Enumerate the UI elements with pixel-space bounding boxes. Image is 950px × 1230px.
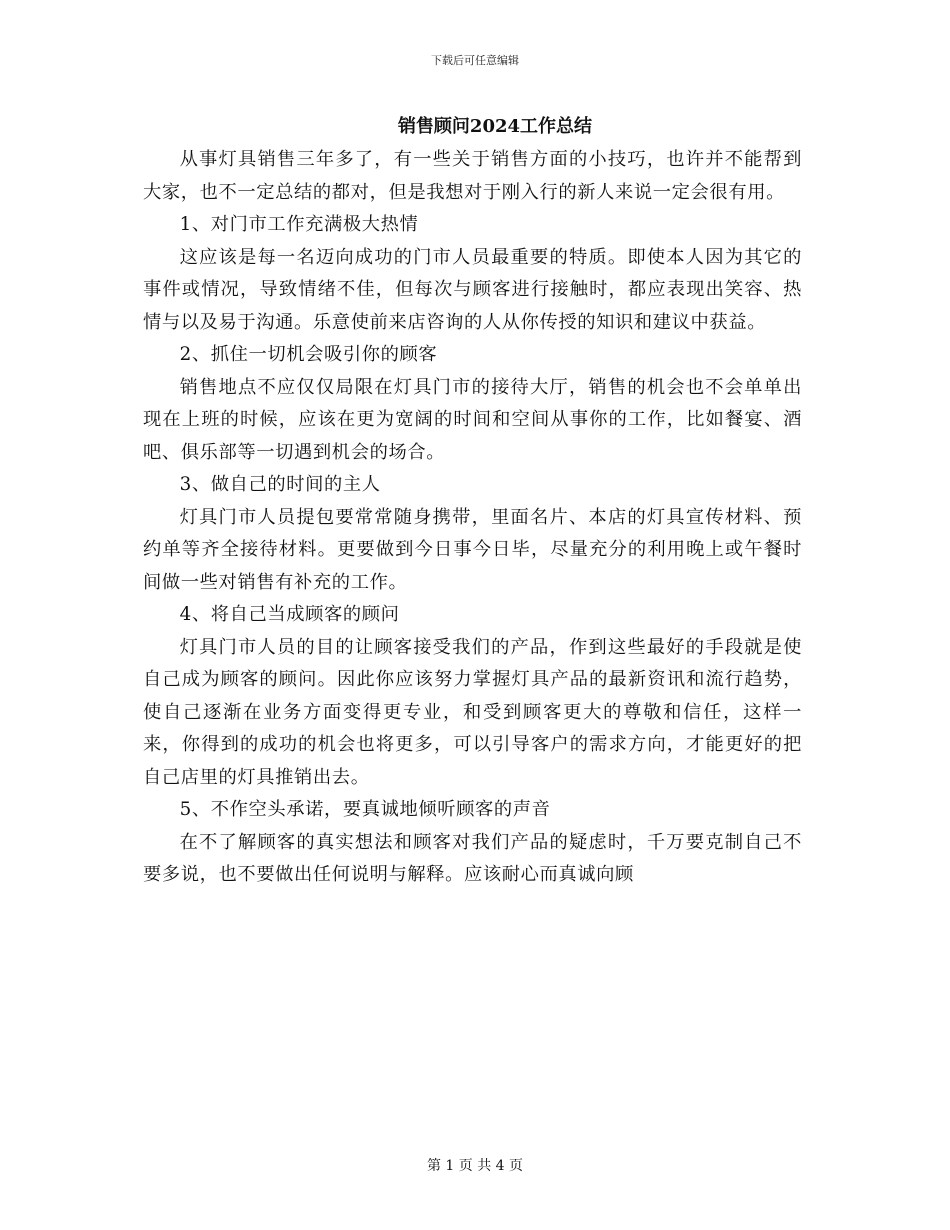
- section-heading-1: 1、对门市工作充满极大热情: [179, 214, 419, 235]
- section-heading-3: 3、做自己的时间的主人: [179, 474, 381, 495]
- intro-paragraph: 从事灯具销售三年多了，有一些关于销售方面的小技巧，也许并不能帮到大家，也不一定总结的都对，但是我想对于刚入行的新人来说一定会很有用。: [143, 149, 802, 203]
- document-title: 销售顾问2024工作总结: [397, 116, 593, 137]
- page-number: 第 1 页 共 4 页: [426, 1158, 524, 1174]
- document-body: [143, 144, 802, 892]
- page-header-note: 下载后可任意编辑: [431, 54, 519, 67]
- section-paragraph-3: 灯具门市人员提包要常常随身携带，里面名片、本店的灯具宣传材料、预约单等齐全接待材料。更要做到今日事今日毕，尽量充分的利用晚上或午餐时间做一些对销售有补充的工作。: [143, 506, 802, 593]
- section-paragraph-4: 灯具门市人员的目的让顾客接受我们的产品，作到这些最好的手段就是使自己成为顾客的顾问。因此你应该努力掌握灯具产品的最新资讯和流行趋势，使自己逐渐在业务方面变得更专业，和受到顾客更大的尊敬和信任，这样一来，你得到的成功的机会也将更多，可以引导客户的需求方向，才能更好的把自己店里的灯具推销出去。: [143, 636, 802, 788]
- section-heading-5: 5、不作空头承诺，要真诚地倾听顾客的声音: [179, 799, 551, 820]
- section-paragraph-2: 销售地点不应仅仅局限在灯具门市的接待大厅，销售的机会也不会单单出现在上班的时候，应该在更为宽阔的时间和空间从事你的工作，比如餐宴、酒吧、俱乐部等一切遇到机会的场合。: [143, 376, 802, 463]
- section-paragraph-5: 在不了解顾客的真实想法和顾客对我们产品的疑虑时，千万要克制自己不要多说，也不要做出任何说明与解释。应该耐心而真诚向顾: [143, 831, 802, 885]
- section-heading-4: 4、将自己当成顾客的顾问: [179, 604, 400, 625]
- section-paragraph-1: 这应该是每一名迈向成功的门市人员最重要的特质。即使本人因为其它的事件或情况，导致情绪不佳，但每次与顾客进行接触时，都应表现出笑容、热情与以及易于沟通。乐意使前来店咨询的人从你传授的知识和建议中获益。: [143, 246, 802, 333]
- section-heading-2: 2、抓住一切机会吸引你的顾客: [179, 344, 438, 365]
